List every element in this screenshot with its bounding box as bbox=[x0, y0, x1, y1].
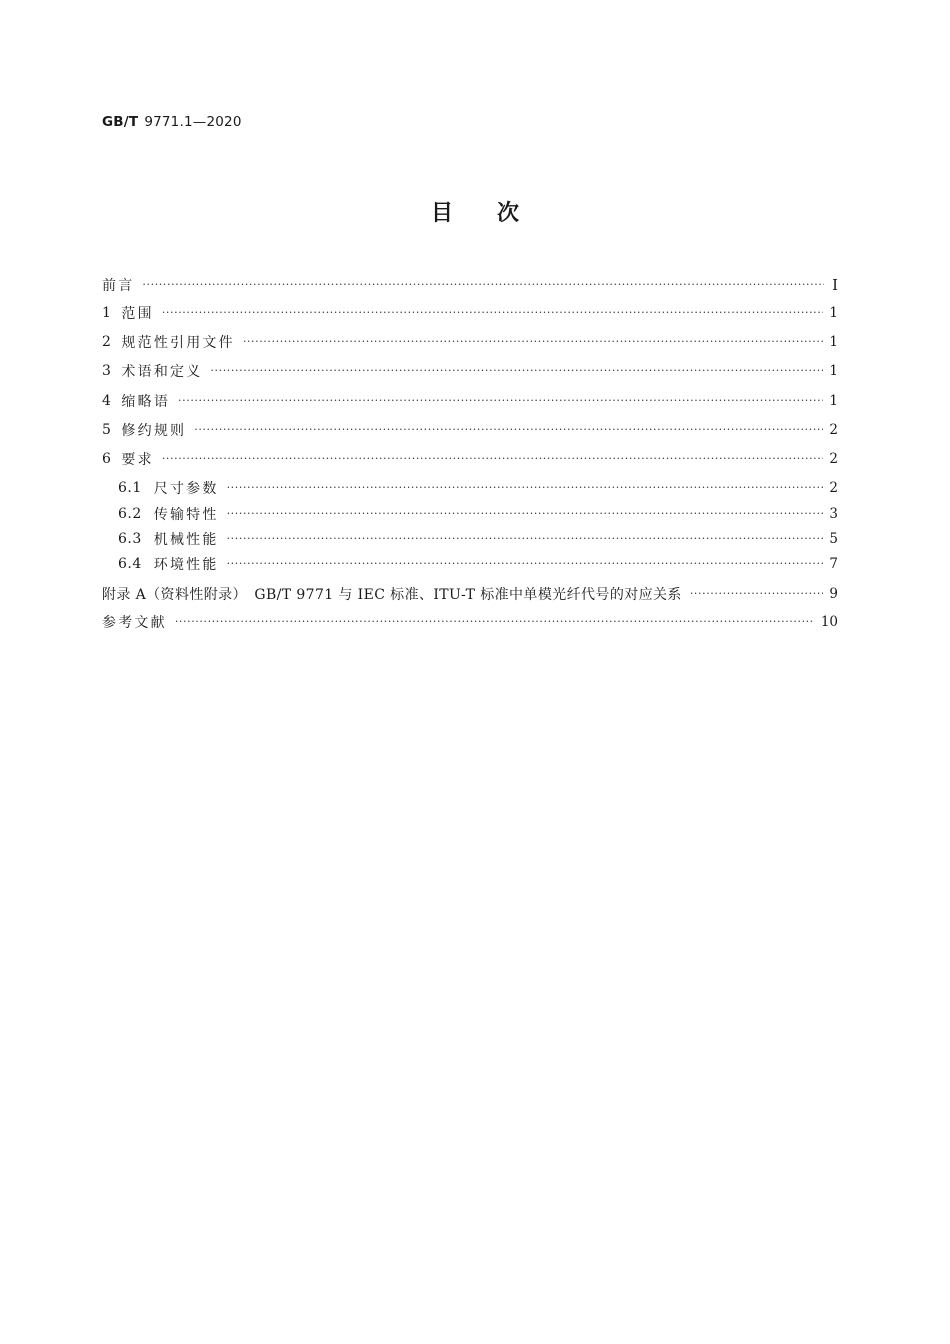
toc-entry-requirements[interactable] bbox=[102, 449, 838, 469]
dot-leader bbox=[227, 554, 824, 574]
toc-entry-number: 6.2 bbox=[118, 506, 142, 522]
toc-entry-number: 5 bbox=[102, 422, 112, 438]
toc-entry-terms-definitions[interactable] bbox=[102, 361, 838, 381]
toc-entry-label: 规范性引用文件 bbox=[121, 335, 235, 351]
toc-entry-page: 5 bbox=[829, 531, 838, 547]
toc-entry-number: 6 bbox=[102, 451, 112, 467]
toc-entry-number: 4 bbox=[102, 393, 112, 409]
toc-entry-mechanical-properties[interactable] bbox=[118, 529, 838, 549]
dot-leader bbox=[243, 332, 824, 352]
standard-header bbox=[102, 114, 242, 130]
toc-entry-number: 3 bbox=[102, 363, 112, 379]
standard-code: GB/T bbox=[102, 114, 139, 130]
dot-leader bbox=[142, 275, 824, 295]
toc-entry-label: 尺寸参数 bbox=[153, 481, 219, 497]
toc-entry-page: 2 bbox=[829, 451, 838, 467]
toc-entry-page: 1 bbox=[829, 334, 838, 350]
toc-entry-label: 修约规则 bbox=[121, 423, 187, 439]
toc-entry-number: 1 bbox=[102, 305, 112, 321]
toc-entry-label: 环境性能 bbox=[153, 557, 219, 573]
toc-entry-label: 要求 bbox=[121, 452, 154, 468]
dot-leader bbox=[178, 391, 823, 411]
toc-entry-page: Ⅰ bbox=[832, 276, 838, 294]
toc-entry-page: 1 bbox=[829, 393, 838, 409]
toc-entry-page: 2 bbox=[829, 422, 838, 438]
toc-entry-page: 7 bbox=[829, 556, 838, 572]
toc-entry-page: 1 bbox=[829, 363, 838, 379]
toc-entry-number: 2 bbox=[102, 334, 112, 350]
toc-entry-page: 9 bbox=[829, 586, 838, 602]
toc-entry-abbreviations[interactable] bbox=[102, 391, 838, 411]
toc-entry-normative-references[interactable] bbox=[102, 332, 838, 352]
dot-leader bbox=[175, 612, 815, 632]
dot-leader bbox=[194, 420, 823, 440]
toc-entry-label: 缩略语 bbox=[121, 394, 171, 410]
dot-leader bbox=[210, 361, 823, 381]
toc-entry-scope[interactable] bbox=[102, 303, 838, 323]
toc-entry-label: 范围 bbox=[121, 306, 154, 322]
dot-leader bbox=[227, 504, 824, 524]
toc-entry-page: 10 bbox=[820, 614, 838, 630]
toc-entry-page: 2 bbox=[829, 480, 838, 496]
toc-entry-label: 参考文献 bbox=[102, 615, 167, 631]
toc-entry-number: 6.1 bbox=[118, 480, 142, 496]
toc-entry-transmission-characteristics[interactable] bbox=[118, 504, 838, 524]
toc-entry-label: 传输特性 bbox=[153, 507, 219, 523]
toc-entry-page: 3 bbox=[829, 506, 838, 522]
page-title: 目次 bbox=[430, 201, 563, 226]
standard-number: 9771.1—2020 bbox=[144, 114, 242, 130]
toc-entry-number: 6.4 bbox=[118, 556, 142, 572]
toc-entry-preface[interactable] bbox=[102, 275, 838, 295]
toc-entry-environmental-properties[interactable] bbox=[118, 554, 838, 574]
toc-entry-number: 6.3 bbox=[118, 531, 142, 547]
dot-leader bbox=[162, 303, 824, 323]
dot-leader bbox=[227, 478, 824, 498]
toc-entry-label: 前言 bbox=[102, 278, 135, 294]
toc-entry-label: 附录 A（资料性附录） GB/T 9771 与 IEC 标准、ITU-T 标准中单模光纤代号的对应关系 bbox=[102, 587, 682, 603]
toc-entry-annex-a[interactable] bbox=[102, 584, 838, 604]
toc-entry-rounding-rules[interactable] bbox=[102, 420, 838, 440]
dot-leader bbox=[227, 529, 824, 549]
dot-leader bbox=[690, 584, 824, 604]
toc-entry-label: 机械性能 bbox=[153, 532, 219, 548]
toc-entry-page: 1 bbox=[829, 305, 838, 321]
dot-leader bbox=[162, 449, 824, 469]
toc-entry-label: 术语和定义 bbox=[121, 364, 203, 380]
toc-entry-dimensional-parameters[interactable] bbox=[118, 478, 838, 498]
toc-entry-bibliography[interactable] bbox=[102, 612, 838, 632]
